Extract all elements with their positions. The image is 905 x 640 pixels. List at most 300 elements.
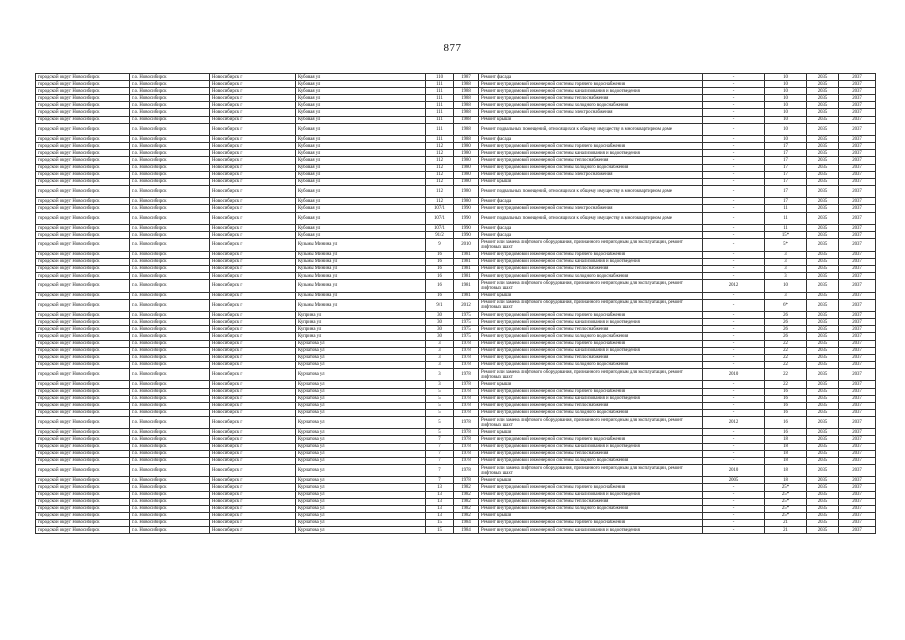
wear-cell: 11 — [765, 205, 807, 212]
district-cell: г.о. Новосибирск — [130, 429, 210, 436]
district-cell: г.о. Новосибирск — [130, 477, 210, 484]
plan-end-cell: 2037 — [839, 312, 876, 319]
work-type-cell: Ремонт внутридомовой инженерной системы холодного водоснабжения — [479, 102, 703, 109]
plan-end-cell: 2037 — [839, 498, 876, 505]
page-number: 877 — [443, 42, 462, 54]
plan-end-cell: 2037 — [839, 280, 876, 293]
wear-cell: 6* — [765, 299, 807, 312]
plan-end-cell: 2037 — [839, 88, 876, 95]
district-cell: г.о. Новосибирск — [130, 402, 210, 409]
municipality-cell: городской округ Новосибирск — [36, 178, 130, 185]
street-cell: Курчатова ул — [296, 498, 426, 505]
house-number-cell: 3 — [426, 381, 454, 388]
last-repair-year-cell: - — [703, 388, 765, 395]
district-cell: г.о. Новосибирск — [130, 381, 210, 388]
municipality-cell: городской округ Новосибирск — [36, 265, 130, 272]
street-cell: Курчатова ул — [296, 450, 426, 457]
house-number-cell: 30 — [426, 312, 454, 319]
build-year-cell: 1982 — [454, 498, 479, 505]
plan-start-cell: 2035 — [807, 402, 839, 409]
district-cell: г.о. Новосибирск — [130, 74, 210, 81]
house-number-cell: 5 — [426, 429, 454, 436]
table-row — [36, 527, 876, 534]
build-year-cell: 1978 — [454, 381, 479, 388]
street-cell: Курчатова ул — [296, 381, 426, 388]
street-cell: Кубовая ул — [296, 109, 426, 116]
wear-cell: 10 — [765, 88, 807, 95]
street-cell: Курчатова ул — [296, 457, 426, 464]
last-repair-year-cell: - — [703, 88, 765, 95]
plan-start-cell: 2035 — [807, 171, 839, 178]
house-number-cell: 30 — [426, 319, 454, 326]
wear-cell: 16 — [765, 395, 807, 402]
street-cell: Курчатова ул — [296, 347, 426, 354]
house-number-cell: 107/1 — [426, 212, 454, 225]
street-cell: Курчатова ул — [296, 354, 426, 361]
municipality-cell: городской округ Новосибирск — [36, 251, 130, 258]
build-year-cell: 2012 — [454, 299, 479, 312]
municipality-cell: городской округ Новосибирск — [36, 102, 130, 109]
city-cell: Новосибирск г — [210, 136, 296, 143]
work-type-cell: Ремонт внутридомовой инженерной системы холодного водоснабжения — [479, 409, 703, 416]
house-number-cell: 5 — [426, 416, 454, 429]
build-year-cell: 1978 — [454, 395, 479, 402]
work-type-cell: Ремонт внутридомовой инженерной системы теплоснабжения — [479, 354, 703, 361]
house-number-cell: 30 — [426, 326, 454, 333]
district-cell: г.о. Новосибирск — [130, 312, 210, 319]
plan-start-cell: 2035 — [807, 225, 839, 232]
work-type-cell: Ремонт фасада — [479, 136, 703, 143]
plan-end-cell: 2037 — [839, 347, 876, 354]
wear-cell: 17 — [765, 150, 807, 157]
last-repair-year-cell: - — [703, 361, 765, 368]
plan-start-cell: 2035 — [807, 443, 839, 450]
plan-end-cell: 2037 — [839, 354, 876, 361]
plan-start-cell: 2035 — [807, 347, 839, 354]
municipality-cell: городской округ Новосибирск — [36, 347, 130, 354]
plan-end-cell: 2037 — [839, 136, 876, 143]
district-cell: г.о. Новосибирск — [130, 505, 210, 512]
table-row — [36, 251, 876, 258]
plan-start-cell: 2035 — [807, 477, 839, 484]
table-row — [36, 347, 876, 354]
municipality-cell: городской округ Новосибирск — [36, 116, 130, 123]
last-repair-year-cell: - — [703, 123, 765, 136]
street-cell: Курчатова ул — [296, 527, 426, 534]
wear-cell: 3 — [765, 251, 807, 258]
work-type-cell: Ремонт внутридомовой инженерной системы канализования и водоотведения — [479, 150, 703, 157]
district-cell: г.о. Новосибирск — [130, 164, 210, 171]
last-repair-year-cell: - — [703, 326, 765, 333]
work-type-cell: Ремонт внутридомовой инженерной системы теплоснабжения — [479, 265, 703, 272]
city-cell: Новосибирск г — [210, 150, 296, 157]
table-row — [36, 326, 876, 333]
build-year-cell: 1981 — [454, 265, 479, 272]
house-number-cell: 16 — [426, 265, 454, 272]
municipality-cell: городской округ Новосибирск — [36, 280, 130, 293]
build-year-cell: 1990 — [454, 205, 479, 212]
municipality-cell: городской округ Новосибирск — [36, 368, 130, 381]
plan-start-cell: 2035 — [807, 409, 839, 416]
wear-cell: 21 — [765, 527, 807, 534]
build-year-cell: 1982 — [454, 484, 479, 491]
district-cell: г.о. Новосибирск — [130, 88, 210, 95]
plan-start-cell: 2035 — [807, 157, 839, 164]
plan-end-cell: 2037 — [839, 416, 876, 429]
wear-cell: 17 — [765, 171, 807, 178]
last-repair-year-cell: 2012 — [703, 280, 765, 293]
wear-cell: 16 — [765, 409, 807, 416]
street-cell: Кузьмы Минина ул — [296, 280, 426, 293]
table-row — [36, 150, 876, 157]
work-type-cell: Ремонт внутридомовой инженерной системы холодного водоснабжения — [479, 333, 703, 340]
district-cell: г.о. Новосибирск — [130, 319, 210, 326]
build-year-cell: 1982 — [454, 505, 479, 512]
street-cell: Кубовая ул — [296, 116, 426, 123]
table-row — [36, 198, 876, 205]
plan-end-cell: 2037 — [839, 491, 876, 498]
build-year-cell: 1981 — [454, 258, 479, 265]
work-type-cell: Ремонт фасада — [479, 232, 703, 239]
table-row — [36, 136, 876, 143]
house-number-cell: 3 — [426, 361, 454, 368]
table-row — [36, 109, 876, 116]
last-repair-year-cell: - — [703, 239, 765, 252]
wear-cell: 18 — [765, 450, 807, 457]
last-repair-year-cell: - — [703, 457, 765, 464]
work-type-cell: Ремонт подвальных помещений, относящихся к общему имуществу в многоквартирном доме — [479, 123, 703, 136]
work-type-cell: Ремонт или замена лифтового оборудования, признанного непригодным для эксплуатации, ремонт лифтовых шахт — [479, 368, 703, 381]
last-repair-year-cell: - — [703, 436, 765, 443]
house-number-cell: 13 — [426, 484, 454, 491]
work-type-cell: Ремонт внутридомовой инженерной системы горячего водоснабжения — [479, 519, 703, 526]
city-cell: Новосибирск г — [210, 354, 296, 361]
plan-start-cell: 2035 — [807, 512, 839, 519]
work-type-cell: Ремонт внутридомовой инженерной системы канализования и водоотведения — [479, 258, 703, 265]
work-type-cell: Ремонт или замена лифтового оборудования, признанного непригодным для эксплуатации, ремонт лифтовых шахт — [479, 464, 703, 477]
work-type-cell: Ремонт фасада — [479, 225, 703, 232]
district-cell: г.о. Новосибирск — [130, 81, 210, 88]
street-cell: Кубовая ул — [296, 212, 426, 225]
street-cell: Курчатова ул — [296, 340, 426, 347]
municipality-cell: городской округ Новосибирск — [36, 95, 130, 102]
city-cell: Новосибирск г — [210, 88, 296, 95]
city-cell: Новосибирск г — [210, 477, 296, 484]
city-cell: Новосибирск г — [210, 292, 296, 299]
plan-start-cell: 2035 — [807, 205, 839, 212]
plan-end-cell: 2037 — [839, 484, 876, 491]
wear-cell: 10 — [765, 280, 807, 293]
table-row — [36, 477, 876, 484]
plan-start-cell: 2035 — [807, 265, 839, 272]
plan-start-cell: 2035 — [807, 198, 839, 205]
municipality-cell: городской округ Новосибирск — [36, 150, 130, 157]
table-row — [36, 340, 876, 347]
last-repair-year-cell: - — [703, 109, 765, 116]
work-type-cell: Ремонт внутридомовой инженерной системы горячего водоснабжения — [479, 484, 703, 491]
table-row — [36, 429, 876, 436]
district-cell: г.о. Новосибирск — [130, 185, 210, 198]
build-year-cell: 1980 — [454, 157, 479, 164]
plan-start-cell: 2035 — [807, 164, 839, 171]
build-year-cell: 1978 — [454, 361, 479, 368]
street-cell: Кубовая ул — [296, 171, 426, 178]
city-cell: Новосибирск г — [210, 74, 296, 81]
last-repair-year-cell: - — [703, 102, 765, 109]
city-cell: Новосибирск г — [210, 239, 296, 252]
wear-cell: 22 — [765, 340, 807, 347]
build-year-cell: 1978 — [454, 443, 479, 450]
wear-cell: 3 — [765, 272, 807, 279]
city-cell: Новосибирск г — [210, 164, 296, 171]
street-cell: Кубовая ул — [296, 88, 426, 95]
build-year-cell: 1975 — [454, 319, 479, 326]
street-cell: Курчатова ул — [296, 512, 426, 519]
wear-cell: 17 — [765, 157, 807, 164]
wear-cell: 16 — [765, 402, 807, 409]
last-repair-year-cell: - — [703, 299, 765, 312]
district-cell: г.о. Новосибирск — [130, 198, 210, 205]
plan-start-cell: 2035 — [807, 333, 839, 340]
district-cell: г.о. Новосибирск — [130, 157, 210, 164]
municipality-cell: городской округ Новосибирск — [36, 333, 130, 340]
street-cell: Курчатова ул — [296, 477, 426, 484]
table-row — [36, 102, 876, 109]
last-repair-year-cell: - — [703, 312, 765, 319]
wear-cell: 18 — [765, 457, 807, 464]
last-repair-year-cell: - — [703, 519, 765, 526]
last-repair-year-cell: - — [703, 443, 765, 450]
municipality-cell: городской округ Новосибирск — [36, 299, 130, 312]
work-type-cell: Ремонт внутридомовой инженерной системы горячего водоснабжения — [479, 436, 703, 443]
street-cell: Кузьмы Минина ул — [296, 292, 426, 299]
wear-cell: 17 — [765, 143, 807, 150]
house-number-cell: 16 — [426, 258, 454, 265]
municipality-cell: городской округ Новосибирск — [36, 498, 130, 505]
last-repair-year-cell: - — [703, 505, 765, 512]
plan-start-cell: 2035 — [807, 81, 839, 88]
house-number-cell: 112 — [426, 150, 454, 157]
plan-end-cell: 2037 — [839, 205, 876, 212]
house-number-cell: 16 — [426, 251, 454, 258]
wear-cell: 10 — [765, 81, 807, 88]
house-number-cell: 5 — [426, 388, 454, 395]
house-number-cell: 7 — [426, 436, 454, 443]
street-cell: Кубовая ул — [296, 74, 426, 81]
wear-cell: 21 — [765, 519, 807, 526]
build-year-cell: 1982 — [454, 512, 479, 519]
work-type-cell: Ремонт крыши — [479, 116, 703, 123]
plan-end-cell: 2037 — [839, 292, 876, 299]
wear-cell: 3 — [765, 265, 807, 272]
table-row — [36, 505, 876, 512]
wear-cell: 11 — [765, 225, 807, 232]
municipality-cell: городской округ Новосибирск — [36, 123, 130, 136]
last-repair-year-cell: - — [703, 81, 765, 88]
plan-end-cell: 2037 — [839, 429, 876, 436]
district-cell: г.о. Новосибирск — [130, 443, 210, 450]
wear-cell: 25* — [765, 498, 807, 505]
city-cell: Новосибирск г — [210, 109, 296, 116]
last-repair-year-cell: - — [703, 381, 765, 388]
district-cell: г.о. Новосибирск — [130, 409, 210, 416]
plan-start-cell: 2035 — [807, 519, 839, 526]
work-type-cell: Ремонт внутридомовой инженерной системы канализования и водоотведения — [479, 88, 703, 95]
house-number-cell: 15 — [426, 527, 454, 534]
work-type-cell: Ремонт внутридомовой инженерной системы канализования и водоотведения — [479, 443, 703, 450]
district-cell: г.о. Новосибирск — [130, 395, 210, 402]
build-year-cell: 1975 — [454, 333, 479, 340]
plan-end-cell: 2037 — [839, 299, 876, 312]
street-cell: Кубовая ул — [296, 95, 426, 102]
table-row — [36, 171, 876, 178]
table-row — [36, 74, 876, 81]
plan-end-cell: 2037 — [839, 340, 876, 347]
wear-cell: 10 — [765, 109, 807, 116]
work-type-cell: Ремонт внутридомовой инженерной системы горячего водоснабжения — [479, 81, 703, 88]
district-cell: г.о. Новосибирск — [130, 450, 210, 457]
municipality-cell: городской округ Новосибирск — [36, 232, 130, 239]
plan-end-cell: 2037 — [839, 381, 876, 388]
work-type-cell: Ремонт внутридомовой инженерной системы холодного водоснабжения — [479, 505, 703, 512]
table-row — [36, 95, 876, 102]
city-cell: Новосибирск г — [210, 505, 296, 512]
work-type-cell: Ремонт подвальных помещений, относящихся к общему имуществу в многоквартирном доме — [479, 212, 703, 225]
house-number-cell: 3 — [426, 354, 454, 361]
plan-start-cell: 2035 — [807, 312, 839, 319]
work-type-cell: Ремонт внутридомовой инженерной системы канализования и водоотведения — [479, 347, 703, 354]
municipality-cell: городской округ Новосибирск — [36, 519, 130, 526]
municipality-cell: городской округ Новосибирск — [36, 361, 130, 368]
street-cell: Курчатова ул — [296, 443, 426, 450]
table-row — [36, 512, 876, 519]
municipality-cell: городской округ Новосибирск — [36, 381, 130, 388]
work-type-cell: Ремонт внутридомовой инженерной системы теплоснабжения — [479, 157, 703, 164]
plan-end-cell: 2037 — [839, 116, 876, 123]
plan-end-cell: 2037 — [839, 95, 876, 102]
table-row — [36, 464, 876, 477]
city-cell: Новосибирск г — [210, 116, 296, 123]
build-year-cell: 1975 — [454, 312, 479, 319]
municipality-cell: городской округ Новосибирск — [36, 239, 130, 252]
wear-cell: 26 — [765, 333, 807, 340]
plan-start-cell: 2035 — [807, 450, 839, 457]
street-cell: Кузьмы Минина ул — [296, 272, 426, 279]
build-year-cell: 1981 — [454, 272, 479, 279]
plan-end-cell: 2037 — [839, 171, 876, 178]
last-repair-year-cell: - — [703, 136, 765, 143]
last-repair-year-cell: - — [703, 232, 765, 239]
plan-start-cell: 2035 — [807, 416, 839, 429]
house-number-cell: 111 — [426, 136, 454, 143]
house-number-cell: 111 — [426, 95, 454, 102]
wear-cell: 10 — [765, 116, 807, 123]
city-cell: Новосибирск г — [210, 258, 296, 265]
district-cell: г.о. Новосибирск — [130, 95, 210, 102]
city-cell: Новосибирск г — [210, 519, 296, 526]
plan-start-cell: 2035 — [807, 232, 839, 239]
wear-cell: 17 — [765, 185, 807, 198]
street-cell: Куприна ул — [296, 326, 426, 333]
work-type-cell: Ремонт внутридомовой инженерной системы теплоснабжения — [479, 402, 703, 409]
build-year-cell: 1978 — [454, 436, 479, 443]
plan-end-cell: 2037 — [839, 102, 876, 109]
plan-end-cell: 2037 — [839, 436, 876, 443]
plan-end-cell: 2037 — [839, 258, 876, 265]
district-cell: г.о. Новосибирск — [130, 512, 210, 519]
last-repair-year-cell: - — [703, 347, 765, 354]
city-cell: Новосибирск г — [210, 198, 296, 205]
plan-start-cell: 2035 — [807, 361, 839, 368]
build-year-cell: 1988 — [454, 81, 479, 88]
street-cell: Кубовая ул — [296, 136, 426, 143]
table-row — [36, 239, 876, 252]
street-cell: Кубовая ул — [296, 143, 426, 150]
wear-cell: 15* — [765, 232, 807, 239]
municipality-cell: городской округ Новосибирск — [36, 409, 130, 416]
house-number-cell: 111 — [426, 116, 454, 123]
plan-end-cell: 2037 — [839, 212, 876, 225]
district-cell: г.о. Новосибирск — [130, 102, 210, 109]
table-row — [36, 333, 876, 340]
street-cell: Курчатова ул — [296, 464, 426, 477]
plan-start-cell: 2035 — [807, 340, 839, 347]
wear-cell: 18 — [765, 443, 807, 450]
build-year-cell: 1978 — [454, 464, 479, 477]
work-type-cell: Ремонт крыши — [479, 292, 703, 299]
house-number-cell: 30 — [426, 333, 454, 340]
municipality-cell: городской округ Новосибирск — [36, 354, 130, 361]
last-repair-year-cell: - — [703, 265, 765, 272]
house-number-cell: 5 — [426, 409, 454, 416]
wear-cell: 26 — [765, 326, 807, 333]
wear-cell: 11 — [765, 212, 807, 225]
plan-end-cell: 2037 — [839, 402, 876, 409]
work-type-cell: Ремонт внутридомовой инженерной системы канализования и водоотведения — [479, 395, 703, 402]
district-cell: г.о. Новосибирск — [130, 258, 210, 265]
build-year-cell: 1984 — [454, 519, 479, 526]
city-cell: Новосибирск г — [210, 527, 296, 534]
wear-cell: 10 — [765, 95, 807, 102]
plan-end-cell: 2037 — [839, 232, 876, 239]
district-cell: г.о. Новосибирск — [130, 178, 210, 185]
wear-cell: 16 — [765, 416, 807, 429]
city-cell: Новосибирск г — [210, 436, 296, 443]
build-year-cell: 1988 — [454, 95, 479, 102]
build-year-cell: 1978 — [454, 409, 479, 416]
district-cell: г.о. Новосибирск — [130, 150, 210, 157]
last-repair-year-cell: - — [703, 185, 765, 198]
house-number-cell: 13 — [426, 512, 454, 519]
plan-end-cell: 2037 — [839, 395, 876, 402]
district-cell: г.о. Новосибирск — [130, 464, 210, 477]
district-cell: г.о. Новосибирск — [130, 205, 210, 212]
street-cell: Куприна ул — [296, 319, 426, 326]
municipality-cell: городской округ Новосибирск — [36, 464, 130, 477]
house-number-cell: 13 — [426, 498, 454, 505]
district-cell: г.о. Новосибирск — [130, 109, 210, 116]
street-cell: Кубовая ул — [296, 164, 426, 171]
street-cell: Курчатова ул — [296, 505, 426, 512]
street-cell: Курчатова ул — [296, 361, 426, 368]
last-repair-year-cell: - — [703, 272, 765, 279]
plan-end-cell: 2037 — [839, 368, 876, 381]
house-number-cell: 5 — [426, 395, 454, 402]
street-cell: Кубовая ул — [296, 150, 426, 157]
wear-cell: 10 — [765, 136, 807, 143]
table-row — [36, 258, 876, 265]
city-cell: Новосибирск г — [210, 484, 296, 491]
